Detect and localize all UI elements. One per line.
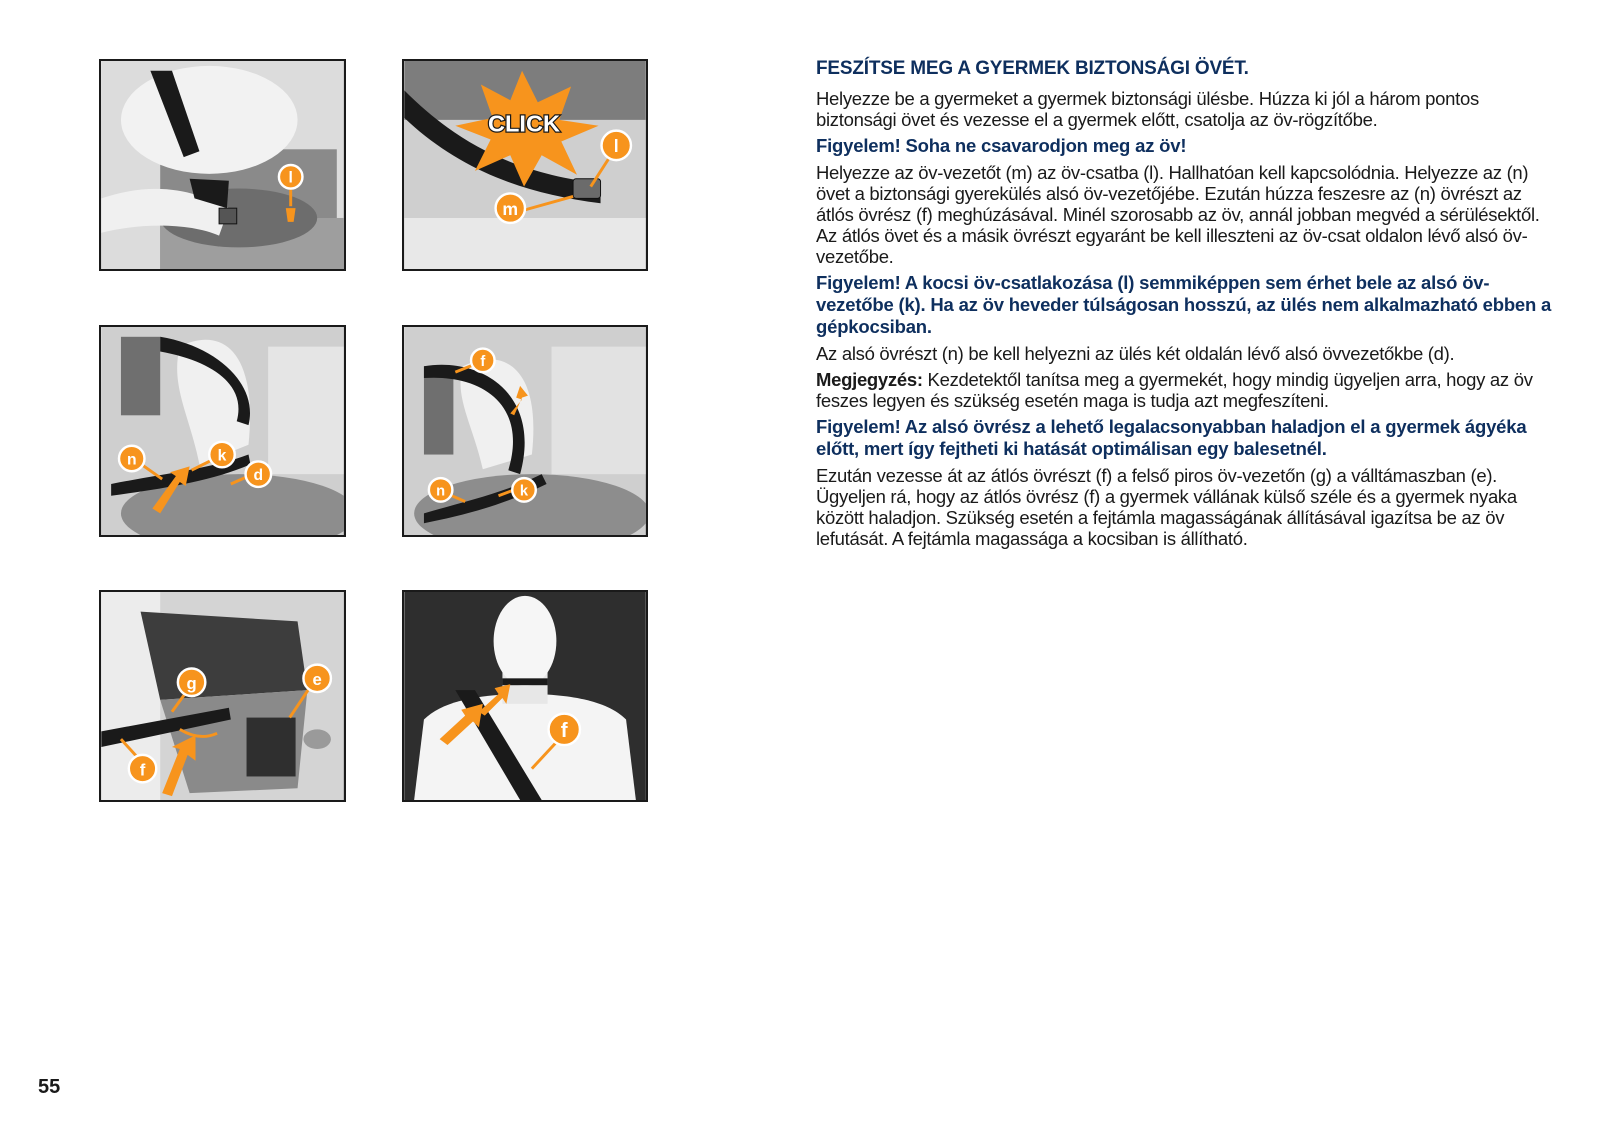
figure-4-illustration	[404, 327, 646, 535]
label-g-fig5	[178, 669, 205, 696]
note-text: Kezdetektől tanítsa meg a gyermekét, hogy mindig ügyeljen arra, hogy az öv feszes legyen és szükség esetén maga is tudja azt megfeszíteni.	[816, 369, 1533, 411]
figure-1-illustration	[101, 61, 344, 269]
figure-2-illustration	[404, 61, 646, 269]
paragraph-3: Az alsó övrészt (n) be kell helyezni az ülés két oldalán lévő alsó övvezetőkbe (d).	[816, 343, 1455, 364]
label-n-fig3	[119, 446, 145, 472]
label-l-fig1	[279, 165, 303, 189]
svg-text:f: f	[139, 760, 146, 780]
figure-3	[99, 325, 346, 537]
figure-5	[99, 590, 346, 802]
label-m-fig2	[496, 193, 525, 222]
label-f-fig4	[471, 349, 495, 373]
svg-text:m: m	[502, 199, 519, 220]
svg-text:e: e	[312, 670, 322, 690]
note-label: Megjegyzés:	[816, 369, 923, 390]
paragraph-4: Ezután vezesse át az átlós övrészt (f) a felső piros öv-vezetőn (g) a válltámaszban (e). Ügyeljen rá, hogy az átlós övrész (f) a gyermek vállának külső széle és a gyermek nyaka között haladjon. Szükség esetén a fejtámla magasságának állításával igazítsa be az öv lefutását. A fejtámla magassága a kocsiban is állítható.	[816, 465, 1517, 549]
svg-text:f: f	[560, 719, 568, 743]
label-f-fig5	[129, 755, 156, 782]
figure-4	[402, 325, 648, 537]
svg-text:k: k	[217, 447, 227, 465]
svg-text:n: n	[436, 483, 446, 500]
page-number: 55	[38, 1076, 61, 1098]
warning-2: Figyelem! A kocsi öv-csatlakozása (l) semmiképpen sem érhet bele az alsó öv-vezetőbe (k). Ha az öv heveder túlságosan hosszú, az ülés nem alkalmazható ebben a gépkocsiban.	[816, 272, 1552, 337]
figure-6	[402, 590, 648, 802]
figure-3-illustration	[101, 327, 344, 535]
warning-3: Figyelem! Az alsó övrész a lehető legalacsonyabban haladjon el a gyermek ágyéka előtt, mert így fejtheti ki hatását optimálisan egy balesetnél.	[816, 416, 1527, 459]
click-text: CLICK	[488, 110, 560, 137]
label-k-fig3	[209, 442, 235, 468]
svg-text:n: n	[126, 451, 137, 469]
figure-5-illustration	[101, 592, 344, 800]
label-n-fig4	[429, 478, 453, 502]
section-heading: FESZÍTSE MEG A GYERMEK BIZTONSÁGI ÖVÉT.	[816, 58, 1249, 79]
label-f-fig6	[549, 714, 580, 745]
svg-text:d: d	[253, 467, 264, 485]
label-l-fig2	[602, 131, 631, 160]
instructions-column	[816, 58, 1556, 554]
svg-text:l: l	[288, 169, 293, 187]
svg-text:k: k	[519, 483, 529, 500]
label-d-fig3	[246, 461, 272, 487]
svg-text:g: g	[186, 674, 197, 694]
paragraph-1: Helyezze be a gyermeket a gyermek biztonsági ülésbe. Húzza ki jól a három pontos biztonsági övet és vezesse el a gyermek előtt, csatolja az öv-rögzítőbe.	[816, 88, 1479, 130]
svg-text:f: f	[480, 354, 486, 371]
figure-1	[99, 59, 346, 271]
warning-1: Figyelem! Soha ne csavarodjon meg az öv!	[816, 135, 1187, 156]
note-paragraph	[816, 369, 1556, 411]
paragraph-2: Helyezze az öv-vezetőt (m) az öv-csatba (l). Hallhatóan kell kapcsolódnia. Helyezze az (n) övet a biztonsági gyerekülés alsó öv-vezetőjébe. Ezután húzza feszesre az (n) övrészt az átlós övrész (f) meghúzásával. Minél szorosabb az öv, annál jobban megvéd a sérülésektől. Az átlós övet és a másik övrészt egyaránt be kell illeszteni az öv-csat oldalon lévő alsó öv-vezetőbe.	[816, 162, 1540, 267]
label-e-fig5	[303, 665, 330, 692]
label-k-fig4	[512, 478, 536, 502]
svg-text:l: l	[613, 136, 619, 157]
figure-6-illustration	[404, 592, 646, 800]
figure-2	[402, 59, 648, 271]
